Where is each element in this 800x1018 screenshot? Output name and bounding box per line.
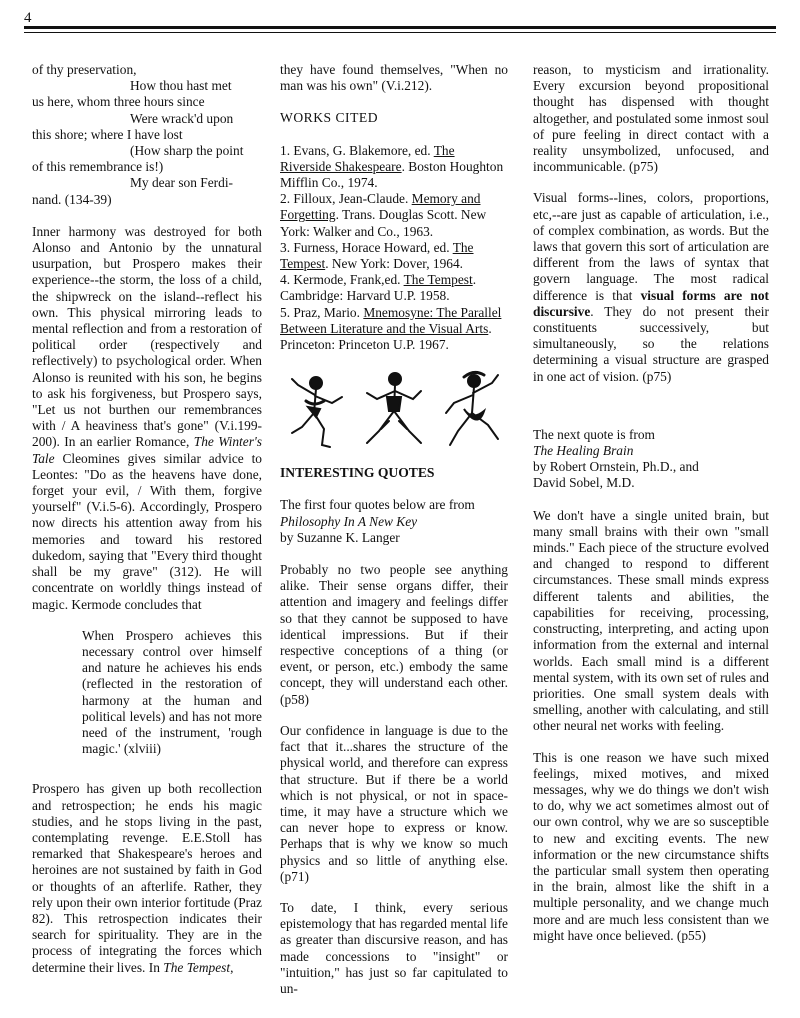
quote-paragraph: Our confidence in language is due to the fact that it...shares the structure of the physical world, and therefore can express that structure. But if there be a world which is not physical, or not in space-time, it may have a structure which we can never hope to express or know. Perhaps that is why we know so much physics and so little of anything else. (p71) <box>280 722 508 884</box>
text: Inner harmony was destroyed for both Alonso and Antonio by the unnatural usurpation, but Prospero makes their experience--the storm, the loss of a child, the shipwreck on the island--reflect his own. This physical mirroring leads to mental reflection and from a restoration of political order (respectively and reflectively) to psychological order. When Alonso is reunited with his son, he begins to ask his forgiveness, but Prospero says, "Let us not burthen our remembrances with / A heaviness that's gone" (V.i.199-200). In an earlier Romance, <box>32 223 262 450</box>
works-cited-list <box>280 143 508 354</box>
header-rule-thin <box>24 32 776 33</box>
citation <box>280 272 508 304</box>
text: 1. Evans, G. Blakemore, ed. <box>280 142 434 158</box>
paragraph: they have found themselves, "When no man was his own" (V.i.212). <box>280 62 508 94</box>
intro-line: The next quote is from <box>533 426 655 442</box>
interesting-quotes-heading: INTERESTING QUOTES <box>280 465 435 481</box>
quote-paragraph: Probably no two people see anything alike. Their sense organs differ, their attention and imagery and feelings differ so that they cannot be supposed to have identical impressions. But if their respective conceptions of a thing (or event, or person, etc.) embody the same concept, they will understand each other. (p58) <box>280 562 508 707</box>
author-line: by Robert Ornstein, Ph.D., and <box>533 459 699 475</box>
quote-paragraph: This is one reason we have such mixed feelings, mixed motives, and mixed messages, why we do things we don't wish to do, why we act sometimes almost out of our own control, why we are so susceptible to new and exciting events. The new information or the new circumstance shifts the particular small system then operating in the brain, almost like the shift in a multiple personality, and we change much more and are much less consistent than we might have once believed. (p55) <box>533 749 769 943</box>
book-title: The Tempest <box>280 239 474 272</box>
block-quote: When Prospero achieves this necessary control over himself and nature he achieves his ends (reflected in the restoration of harmony at the human and political levels) and has not more need of the instrument, 'rough magic.' (xlviii) <box>82 627 262 757</box>
quote-paragraph: reason, to mysticism and irrationality. Every excursion beyond propositional thought has dispensed with thought altogether, and postulated some inmost soul of pure feeling in direct contact with a reality unsymbolized, unfocused, and incommunicable. (p75) <box>533 62 769 175</box>
text: . Boston Houghton Mifflin Co., 1974. <box>280 158 504 191</box>
quote-source-intro <box>533 427 769 492</box>
dancing-figures-illustration <box>284 369 504 451</box>
page-number: 4 <box>24 10 32 26</box>
verse-line: How thou hast met <box>130 78 232 94</box>
verse-line: us here, whom three hours since <box>32 94 205 110</box>
book-title: Mnemosyne: The Parallel Between Literature and the Visual Arts <box>280 304 502 336</box>
book-title: Philosophy In A New Key <box>280 513 418 529</box>
text: . Princeton: Princeton U.P. 1967. <box>280 320 492 353</box>
book-title: Memory and Forgetting <box>280 191 481 223</box>
text: . New York: Dover, 1964. <box>325 256 464 272</box>
intro-line <box>280 497 508 529</box>
text: Cleomines gives similar advice to Leontes: "Do as the heavens have done, forget your evil, / With them, forgive yourself" (V.i.5-6). Accordingly, Prospero now directs his attention away from his memories and toward his restored dukedom, saying that "Every third thought shall be my grave" (312). He will concentrate on worldly things instead of magic. Kermode concludes that <box>32 450 262 612</box>
book-title: The Tempest <box>403 272 473 288</box>
book-title: The Healing Brain <box>533 443 634 459</box>
column-left <box>32 62 262 991</box>
quote-source-intro <box>280 497 508 546</box>
citation <box>280 143 508 192</box>
verse-line: Were wrack'd upon <box>130 110 234 126</box>
quote-paragraph: To date, I think, every serious epistemology that has regarded mental life as greater than discursive reason, and has made concessions to "insight" or "intuition," has just so far capitulated to un- <box>280 899 508 996</box>
author-line: by Suzanne K. Langer <box>280 529 400 545</box>
quote-paragraph: We don't have a single united brain, but many small brains with their own "small minds." Each piece of the structure evolved and changed to respond to different circumstances. These small minds express different talents and abilities, the capabilities for receiving, processing, constructing, interpreting, and acting upon information from the external and internal worlds. Each small mind is a different mental system, with its own set of rules and priorities. One small system deals with smelling, another with calculating, and still other neural net works with feeling. <box>533 507 769 734</box>
play-title: The Tempest <box>163 959 231 975</box>
text: Visual forms--lines, colors, proportions, etc,--are just as capable of articulation, i.e., of complex combination, as words. But the laws that govern this sort of articulation are different from the laws of syntax that govern language. The most radical difference is that <box>533 190 769 303</box>
header-rule-thick <box>24 26 776 29</box>
citation <box>280 240 508 272</box>
text: Prospero has given up both recollection and retrospection; he ends his magic studies, and he stops living in the past, contemplating revenge. E.E.Stoll has remarked that Shakespeare's heroes and heroines are not sustained by faith in God or thoughts of an afterlife. Rather, they rely upon their own interior fortitude (Praz 82). This retrospection indicates their search for spirituality. They are in the process of integrating the forces which determine their lives. In <box>32 781 262 975</box>
dancing-figure-icon <box>361 369 427 451</box>
dancing-figure-icon <box>284 369 350 451</box>
verse-line: (How sharp the point <box>130 143 244 159</box>
text: . Cambridge: Harvard U.P. 1958. <box>280 272 477 304</box>
verse-line: My dear son Ferdi- <box>130 175 234 191</box>
text: 2. Filloux, Jean-Claude. <box>280 191 412 207</box>
book-title: The Riverside Shakespeare <box>280 142 455 174</box>
column-middle <box>280 62 508 1012</box>
emphasis: visual forms are not discursive <box>533 287 769 319</box>
paragraph <box>32 781 262 975</box>
text: 5. Praz, Mario. <box>280 304 364 320</box>
verse-line: nand. (134-39) <box>32 191 112 207</box>
verse-line: of this remembrance is!) <box>32 159 164 175</box>
citation <box>280 191 508 240</box>
paragraph <box>32 224 262 613</box>
text: 4. Kermode, Frank,ed. <box>280 272 404 288</box>
column-right <box>533 62 769 959</box>
text: 3. Furness, Horace Howard, ed. <box>280 239 453 255</box>
verse-quote <box>32 62 262 208</box>
author-line: David Sobel, M.D. <box>533 475 635 491</box>
dancing-figure-icon <box>438 369 504 451</box>
text: . They do not present their constituents successively, but simultaneously, so the relations determining a visual structure are grasped in one act of vision. (p75) <box>533 303 769 384</box>
verse-line: this shore; where I have lost <box>32 126 183 142</box>
play-title: The Winter's Tale <box>32 434 263 466</box>
quote-paragraph <box>533 190 769 384</box>
text: . Trans. Douglas Scott. New York: Walker and Co., 1963. <box>280 207 487 239</box>
text: The first four quotes below are from <box>280 497 475 513</box>
text: , <box>230 959 234 975</box>
citation <box>280 305 508 354</box>
verse-line: of thy preservation, <box>32 62 137 77</box>
works-cited-heading: WORKS CITED <box>280 110 379 126</box>
